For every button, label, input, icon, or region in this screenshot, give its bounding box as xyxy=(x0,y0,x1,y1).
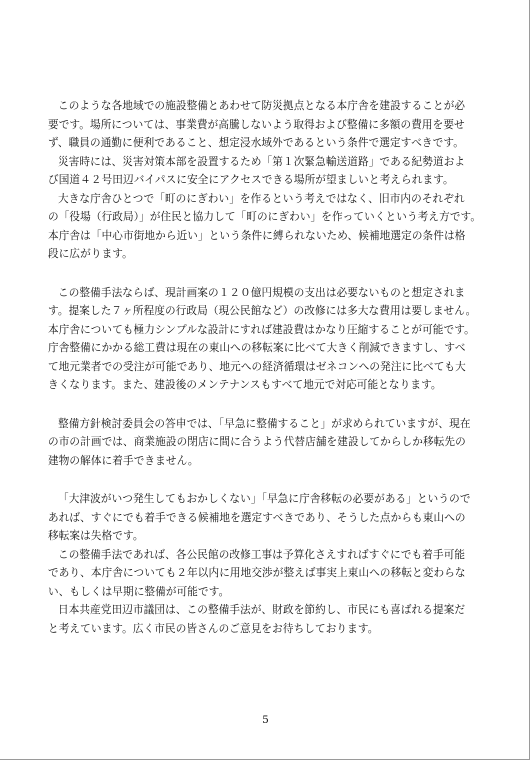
paragraph-gap xyxy=(48,470,488,490)
paragraph xyxy=(48,284,488,395)
text-line: 災害時には、災害対策本部を設置するため「第１次緊急輸送道路」である紀勢道およ xyxy=(58,155,466,168)
paragraph xyxy=(48,415,488,471)
text-line: 本庁舎は「中心市街地から近い」という条件に縛られないため、候補地選定の条件は格 xyxy=(48,229,466,242)
text-line: この整備手法ならば、現計画案の１２０億円規模の支出は必要ないものと想定されま xyxy=(58,286,466,299)
page-number: 5 xyxy=(262,714,269,726)
text-line: い、もしくは早期に整備が可能です。 xyxy=(48,585,230,598)
text-line: び国道４２号田辺バイパスに安全にアクセスできる場所が望ましいと考えられます。 xyxy=(48,174,454,186)
text-line: この整備手法であれば、各公民館の改修工事は予算化さえすればすぐにでも着手可能 xyxy=(58,548,466,561)
text-line: 「大津波がいつ発生してもおかしくない」「早急に庁舎移転の必要がある」というので xyxy=(58,493,471,505)
text-line: あれば、すぐにでも着手できる候補地を選定すべきであり、そうした点からも東山への xyxy=(48,511,466,524)
text-line: と考えています。広く市民の皆さんのご意見をお待ちしております。 xyxy=(48,622,379,635)
text-line: 建物の解体に着手できません。 xyxy=(48,454,199,467)
text-line: 大きな庁舎ひとつで「町のにぎわい」を作るという考えではなく、旧市内のそれぞれ xyxy=(58,192,465,205)
text-line: このような各地域での施設整備とあわせて防災拠点となる本庁舎を建設することが必 xyxy=(58,100,466,112)
text-line: 日本共産党田辺市議団は、この整備手法が、財政を節約し、市民にも喜ばれる提案だ xyxy=(58,604,466,616)
document-body xyxy=(48,97,488,638)
text-line: きくなります。また、建設後のメンテナンスもすべて地元で対応可能となります。 xyxy=(48,379,442,391)
text-line: 移転案は失格です。 xyxy=(48,530,144,542)
paragraph-gap xyxy=(48,395,488,415)
text-line: す。提案した７ヶ所程度の行政局（現公民館など）の改修には多大な費用は要しません。 xyxy=(48,305,477,317)
text-line: 整備方針検討委員会の答申では、「早急に整備すること」が求められていますが、現在 xyxy=(58,417,471,430)
text-line: 庁舎整備にかかる総工費は現在の東山への移転案に比べて大きく削減できますし、すべ xyxy=(48,342,466,354)
paragraph xyxy=(48,546,488,602)
text-line: 本庁舎についても極力シンプルな設計にすれば建設費はかなり圧縮することが可能です。 xyxy=(48,323,475,336)
text-line: て地元業者での受注が可能であり、地元への経済循環はゼネコンへの発注に比べても大 xyxy=(48,360,466,373)
paragraph xyxy=(48,153,488,190)
text-line: の「役場（行政局）」が住民と協力して「町のにぎわい」を作っていくという考え方です。 xyxy=(48,211,482,223)
paragraph xyxy=(48,601,488,638)
text-line: の市の計画では、商業施設の閉店に間に合うよう代替店舗を建設してからしか移転先の xyxy=(48,436,466,448)
text-line: であり、本庁舎についても２年以内に用地交渉が整えば事実上東山への移転と変わらな xyxy=(48,567,466,579)
paragraph-gap xyxy=(48,264,488,284)
text-line: 要です。場所については、事業費が高騰しないよう取得および整備に多額の費用を要せ xyxy=(48,118,465,131)
paragraph xyxy=(48,490,488,546)
paragraph xyxy=(48,190,488,264)
text-line: ず、職員の通勤に便利であること、想定浸水域外であるという条件で選定すべきです。 xyxy=(48,137,464,149)
text-line: 段に広がります。 xyxy=(48,248,133,260)
paragraph xyxy=(48,97,488,153)
